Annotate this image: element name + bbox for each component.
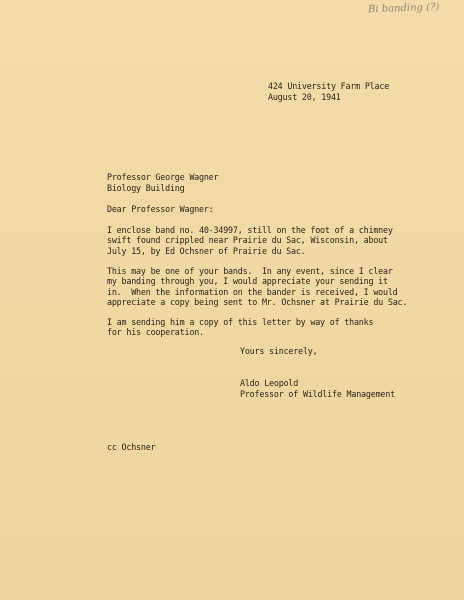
paragraph-line: This may be one of your bands. In any event, since I clear	[107, 266, 393, 276]
paragraph-line: appreciate a copy being sent to Mr. Ochsner at Prairie du Sac.	[107, 297, 408, 308]
letter-date: August 20, 1941	[268, 92, 341, 102]
recipient-building: Biology Building	[107, 183, 185, 193]
signature-name: Aldo Leopold	[240, 378, 299, 388]
paragraph-line: swift found crippled near Prairie du Sac, Wisconsin, about	[107, 235, 388, 246]
salutation: Dear Professor Wagner:	[107, 204, 214, 214]
paragraph-line: in. When the information on the bander is received, I would	[107, 286, 398, 297]
paragraph-line: I enclose band no. 40-34997, still on the foot of a chimney	[107, 225, 393, 235]
closing: Yours sincerely,	[240, 346, 318, 356]
paragraph-2	[107, 266, 407, 308]
handwritten-annotation: Bi banding (?)	[367, 1, 440, 16]
paragraph-line: I am sending him a copy of this letter by way of thanks	[107, 317, 374, 327]
signature-title: Professor of Wildlife Management	[240, 389, 395, 399]
recipient-name: Professor George Wagner	[107, 172, 219, 182]
sender-address: 424 University Farm Place	[268, 81, 390, 91]
paragraph-3	[107, 317, 373, 338]
paragraph-1	[107, 225, 393, 256]
paragraph-line: July 15, by Ed Ochsner of Prairie du Sac.	[107, 245, 306, 256]
paragraph-line: my banding through you, I would appreciate your sending it	[107, 276, 388, 287]
cc-line: cc Ochsner	[107, 442, 156, 452]
paragraph-line: for his cooperation.	[107, 327, 204, 338]
